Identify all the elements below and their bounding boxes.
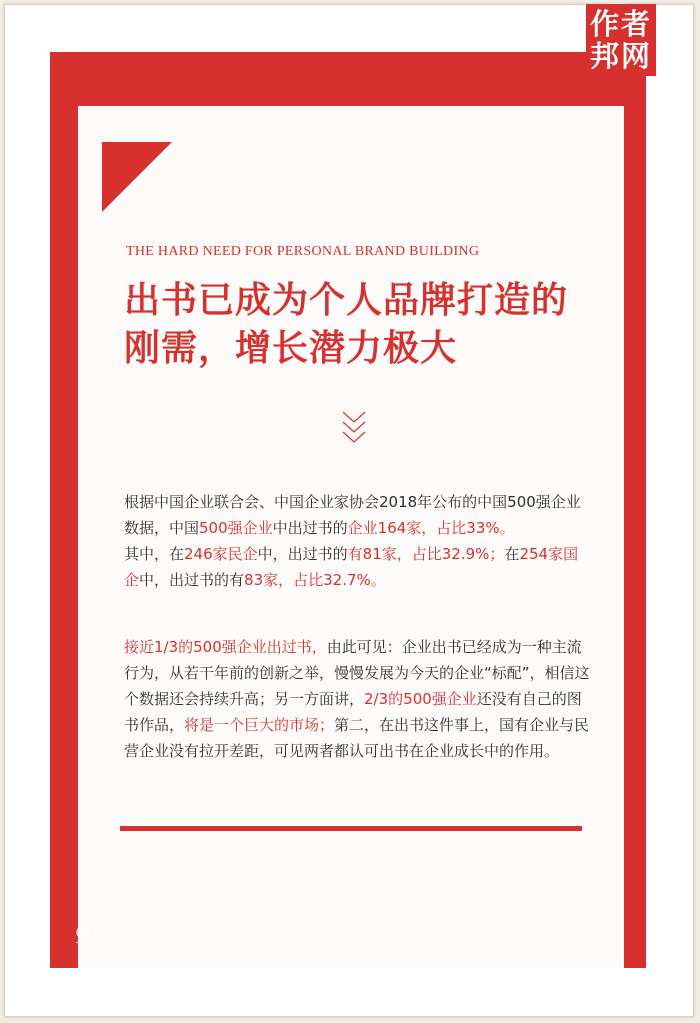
page-title: 出书已成为个人品牌打造的刚需，增长潜力极大 <box>124 279 569 369</box>
page-number: 03 <box>76 925 90 943</box>
highlight-segment: 246家民企 <box>184 545 258 563</box>
divider-bar <box>120 826 582 831</box>
highlight-segment: 2/3的500强企业 <box>364 690 477 708</box>
page-subtitle: THE HARD NEED FOR PERSONAL BRAND BUILDING <box>126 244 480 259</box>
text-segment: 在 <box>504 545 520 563</box>
paragraph-statistics <box>124 489 590 593</box>
text-segment: 第二，在出书这件事上，国有企业与民营企业没有拉开差距，可见两者都认可出书在企业成长中的作用。 <box>124 716 590 760</box>
highlight-segment: 接近1/3的500强企业出过书， <box>124 638 327 656</box>
brand-logo <box>586 4 656 76</box>
logo-line-2: 邦网 <box>589 39 652 73</box>
highlight-segment: 将是一个巨大的市场； <box>184 716 335 734</box>
logo-line-1: 作者 <box>589 7 652 41</box>
text-segment: 中，出过书的有 <box>139 571 245 589</box>
text-segment: 中出过书的 <box>272 519 348 537</box>
text-segment: 中，出过书的 <box>257 545 348 563</box>
highlight-segment: 254家国企 <box>124 545 579 589</box>
highlight-segment: 有81家，占比32.9%； <box>347 545 505 563</box>
text-segment: 还没有自己的图书作品， <box>124 690 582 734</box>
highlight-segment: 企业164家，占比33%。 <box>347 519 515 537</box>
corner-triangle-decoration <box>102 142 172 212</box>
text-segment: 由此可见：企业出书已经成为一种主流行为，从若干年前的创新之举，慢慢发展为今天的企业“标配”，相信这个数据还会持续升高；另一方面讲， <box>124 638 590 708</box>
highlight-segment: 83家，占比32.7%。 <box>244 571 386 589</box>
text-segment: 其中，在 <box>124 545 185 563</box>
paragraph-conclusion <box>124 634 590 764</box>
chevron-down-icon <box>341 408 367 448</box>
text-segment: 根据中国企业联合会、中国企业家协会2018年公布的中国500强企业数据，中国 <box>124 493 581 537</box>
highlight-segment: 500强企业 <box>199 519 273 537</box>
